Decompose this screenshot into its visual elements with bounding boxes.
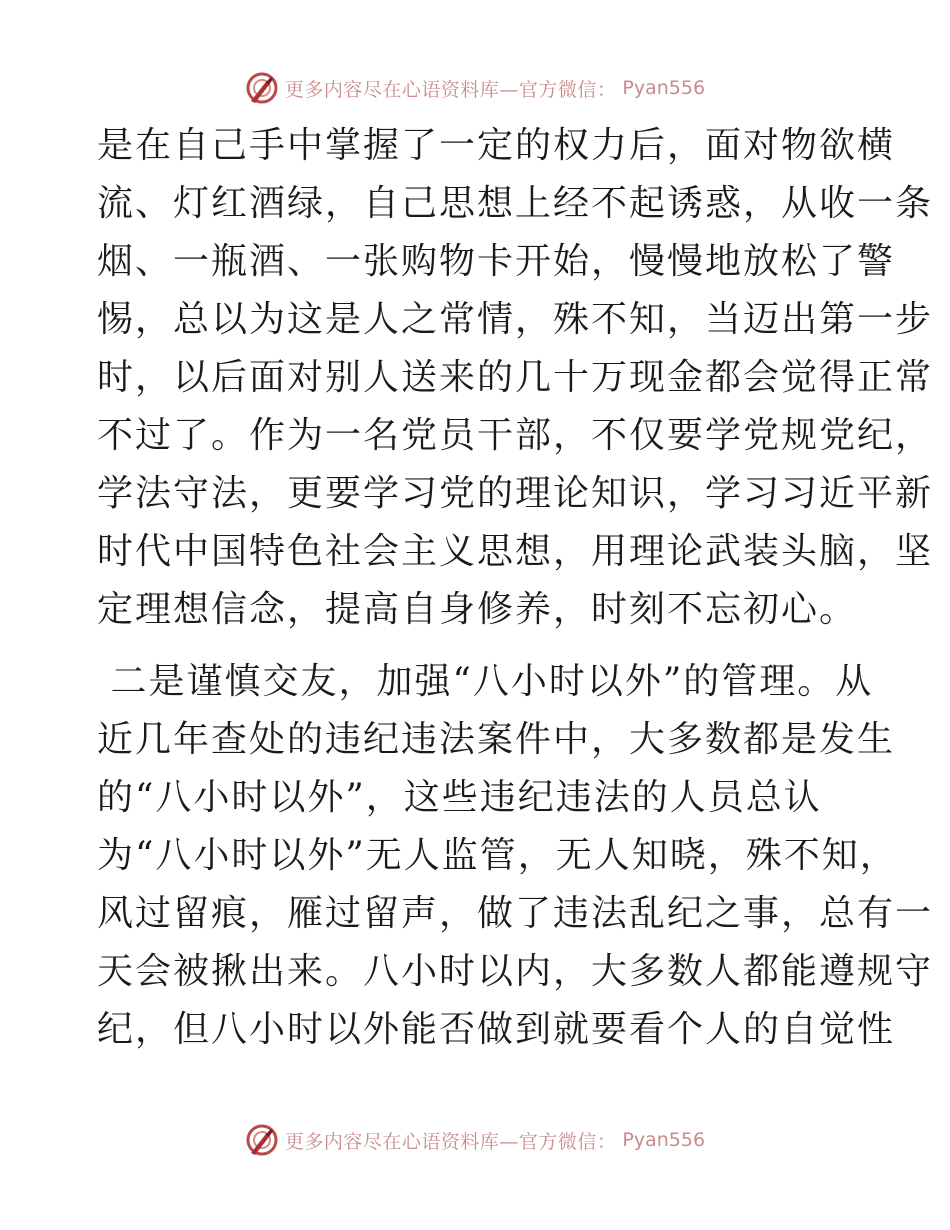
text-line: 流、灯红酒绿，自己思想上经不起诱惑，从收一条 <box>97 183 934 224</box>
watermark-header <box>0 68 950 108</box>
text-line: 不过了。作为一名党员干部，不仅要学党规党纪， <box>97 415 934 456</box>
text-line: 纪，但八小时以外能否做到就要看个人的自觉性 <box>97 1009 896 1050</box>
watermark-text: 更多内容尽在心语资料库—官方微信： <box>284 78 617 101</box>
paragraph-1 <box>97 117 934 639</box>
text-line: 近几年查处的违纪违法案件中，大多数都是发生 <box>97 719 896 760</box>
document-body <box>97 117 934 1059</box>
text-line: 的“八小时以外”，这些违纪违法的人员总认 <box>97 777 822 818</box>
text-line: 烟、一瓶酒、一张购物卡开始，慢慢地放松了警 <box>97 241 896 282</box>
text-line: 定理想信念，提高自身修养，时刻不忘初心。 <box>97 589 858 630</box>
watermark-footer <box>0 1120 950 1160</box>
text-line: 时，以后面对别人送来的几十万现金都会觉得正常 <box>97 357 934 398</box>
pen-circle-logo-icon <box>245 71 279 105</box>
text-line: 天会被揪出来。八小时以内，大多数人都能遵规守 <box>97 951 934 992</box>
watermark-wechat-id: Pyan556 <box>622 77 706 99</box>
text-line: 学法守法，更要学习党的理论知识，学习习近平新 <box>97 473 934 514</box>
text-line: 为“八小时以外”无人监管，无人知晓，殊不知， <box>97 835 898 876</box>
text-line: 是在自己手中掌握了一定的权力后，面对物欲横 <box>97 125 896 166</box>
text-line: 二是谨慎交友，加强“八小时以外”的管理。从 <box>97 661 874 702</box>
watermark-text: 更多内容尽在心语资料库—官方微信： <box>284 1130 617 1153</box>
pen-circle-logo-icon <box>245 1123 279 1157</box>
watermark-wechat-id: Pyan556 <box>622 1129 706 1151</box>
text-line: 风过留痕，雁过留声，做了违法乱纪之事，总有一 <box>97 893 934 934</box>
text-line: 时代中国特色社会主义思想，用理论武装头脑，坚 <box>97 531 934 572</box>
text-line: 惕，总以为这是人之常情，殊不知，当迈出第一步 <box>97 299 934 340</box>
paragraph-2 <box>97 653 934 1059</box>
paragraph-gap <box>97 639 857 653</box>
